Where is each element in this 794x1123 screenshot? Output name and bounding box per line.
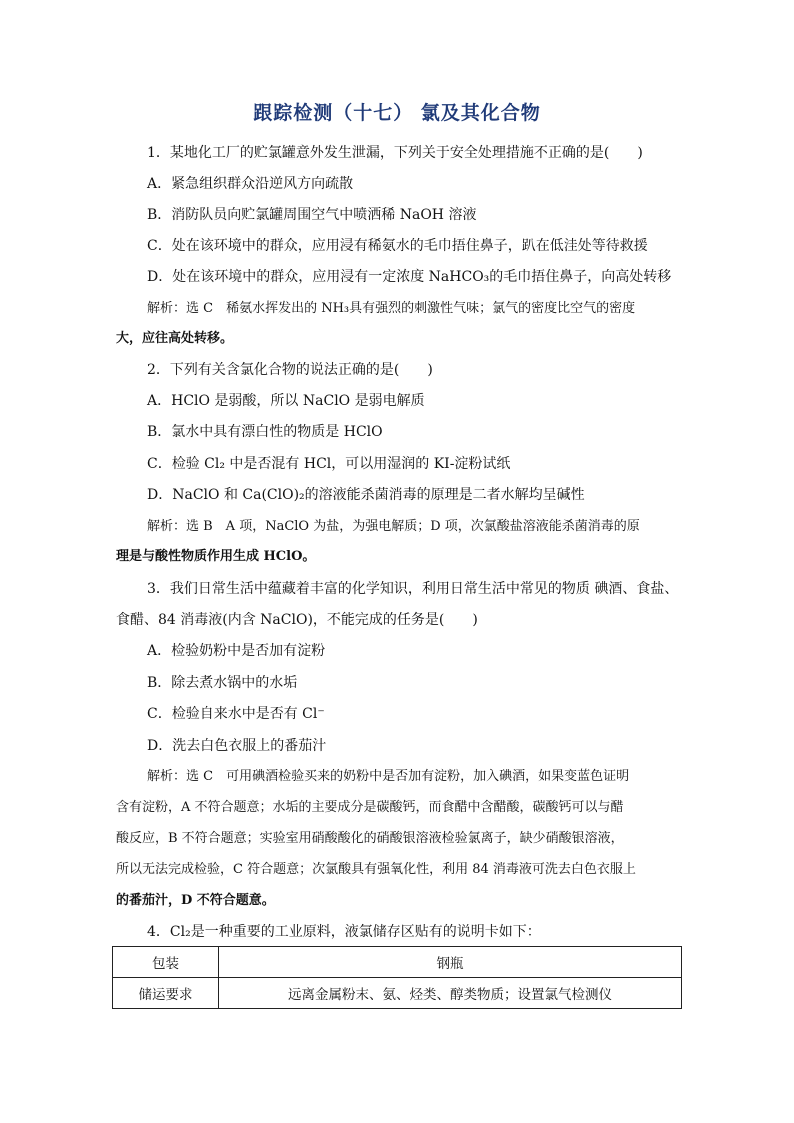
q1-option-d: D．处在该环境中的群众，应用浸有一定浓度 NaHCO₃的毛巾捂住鼻子，向高处转移 [147,269,672,285]
table-cell-key: 储运要求 [113,978,219,1009]
q3-option-d: D．洗去白色衣服上的番茄汁 [147,738,327,754]
q3-option-c: C．检验自来水中是否有 Cl⁻ [147,706,325,722]
q1-option-b: B．消防队员向贮氯罐周围空气中喷洒稀 NaOH 溶液 [147,207,477,223]
q2-solution-line: 理是与酸性物质作用生成 HClO。 [116,549,316,564]
q1-option-a: A．紧急组织群众沿逆风方向疏散 [147,176,354,192]
q2-option-d: D．NaClO 和 Ca(ClO)₂的溶液能杀菌消毒的原理是二者水解均呈碱性 [147,487,585,503]
q3-stem-line: 3．我们日常生活中蕴藏着丰富的化学知识，利用日常生活中常见的物质 碘酒、食盐、 [147,581,679,597]
q3-solution-line: 解析：选 C 可用碘酒检验买来的奶粉中是否加有淀粉，加入碘酒，如果变蓝色证明 [147,769,630,784]
table-row [113,978,682,1009]
table-cell-key: 包装 [113,947,219,978]
spec-card-table [112,946,682,1009]
q3-option-a: A．检验奶粉中是否加有淀粉 [147,643,326,659]
q1-stem: 1．某地化工厂的贮氯罐意外发生泄漏，下列关于安全处理措施不正确的是( ) [147,145,643,161]
table-cell-value: 钢瓶 [219,947,682,978]
q1-solution-line: 解析：选 C 稀氨水挥发出的 NH₃具有强烈的刺激性气味；氯气的密度比空气的密度 [147,301,636,316]
q2-stem: 2．下列有关含氯化合物的说法正确的是( ) [147,362,433,378]
q1-solution-line: 大，应往高处转移。 [116,331,234,346]
q3-solution-line: 所以无法完成检验，C 符合题意；次氯酸具有强氧化性，利用 84 消毒液可洗去白色衣服上 [116,862,636,877]
q3-option-b: B．除去煮水锅中的水垢 [147,675,298,691]
table-row [113,947,682,978]
q3-solution-line: 含有淀粉，A 不符合题意；水垢的主要成分是碳酸钙，而食醋中含醋酸，碳酸钙可以与醋 [116,800,624,815]
q2-option-c: C．检验 Cl₂ 中是否混有 HCl，可以用湿润的 KI-淀粉试纸 [147,456,511,472]
table-cell-value: 远离金属粉末、氨、烃类、醇类物质；设置氯气检测仪 [219,978,682,1009]
q3-stem-line: 食醋、84 消毒液(内含 NaClO)，不能完成的任务是( ) [116,612,478,628]
q3-solution-line: 的番茄汁，D 不符合题意。 [116,893,275,908]
q4-stem: 4．Cl₂是一种重要的工业原料，液氯储存区贴有的说明卡如下： [147,924,541,940]
q3-solution-line: 酸反应，B 不符合题意；实验室用硝酸酸化的硝酸银溶液检验氯离子，缺少硝酸银溶液， [116,831,624,846]
page-title: 跟踪检测（十七） 氯及其化合物 [253,102,541,124]
q1-option-c: C．处在该环境中的群众，应用浸有稀氨水的毛巾捂住鼻子，趴在低洼处等待救援 [147,238,648,254]
q2-option-b: B．氯水中具有漂白性的物质是 HClO [147,424,383,440]
q2-solution-line: 解析：选 B A 项，NaClO 为盐，为强电解质；D 项，次氯酸盐溶液能杀菌消毒的原 [147,519,640,534]
q2-option-a: A．HClO 是弱酸，所以 NaClO 是弱电解质 [147,393,425,409]
